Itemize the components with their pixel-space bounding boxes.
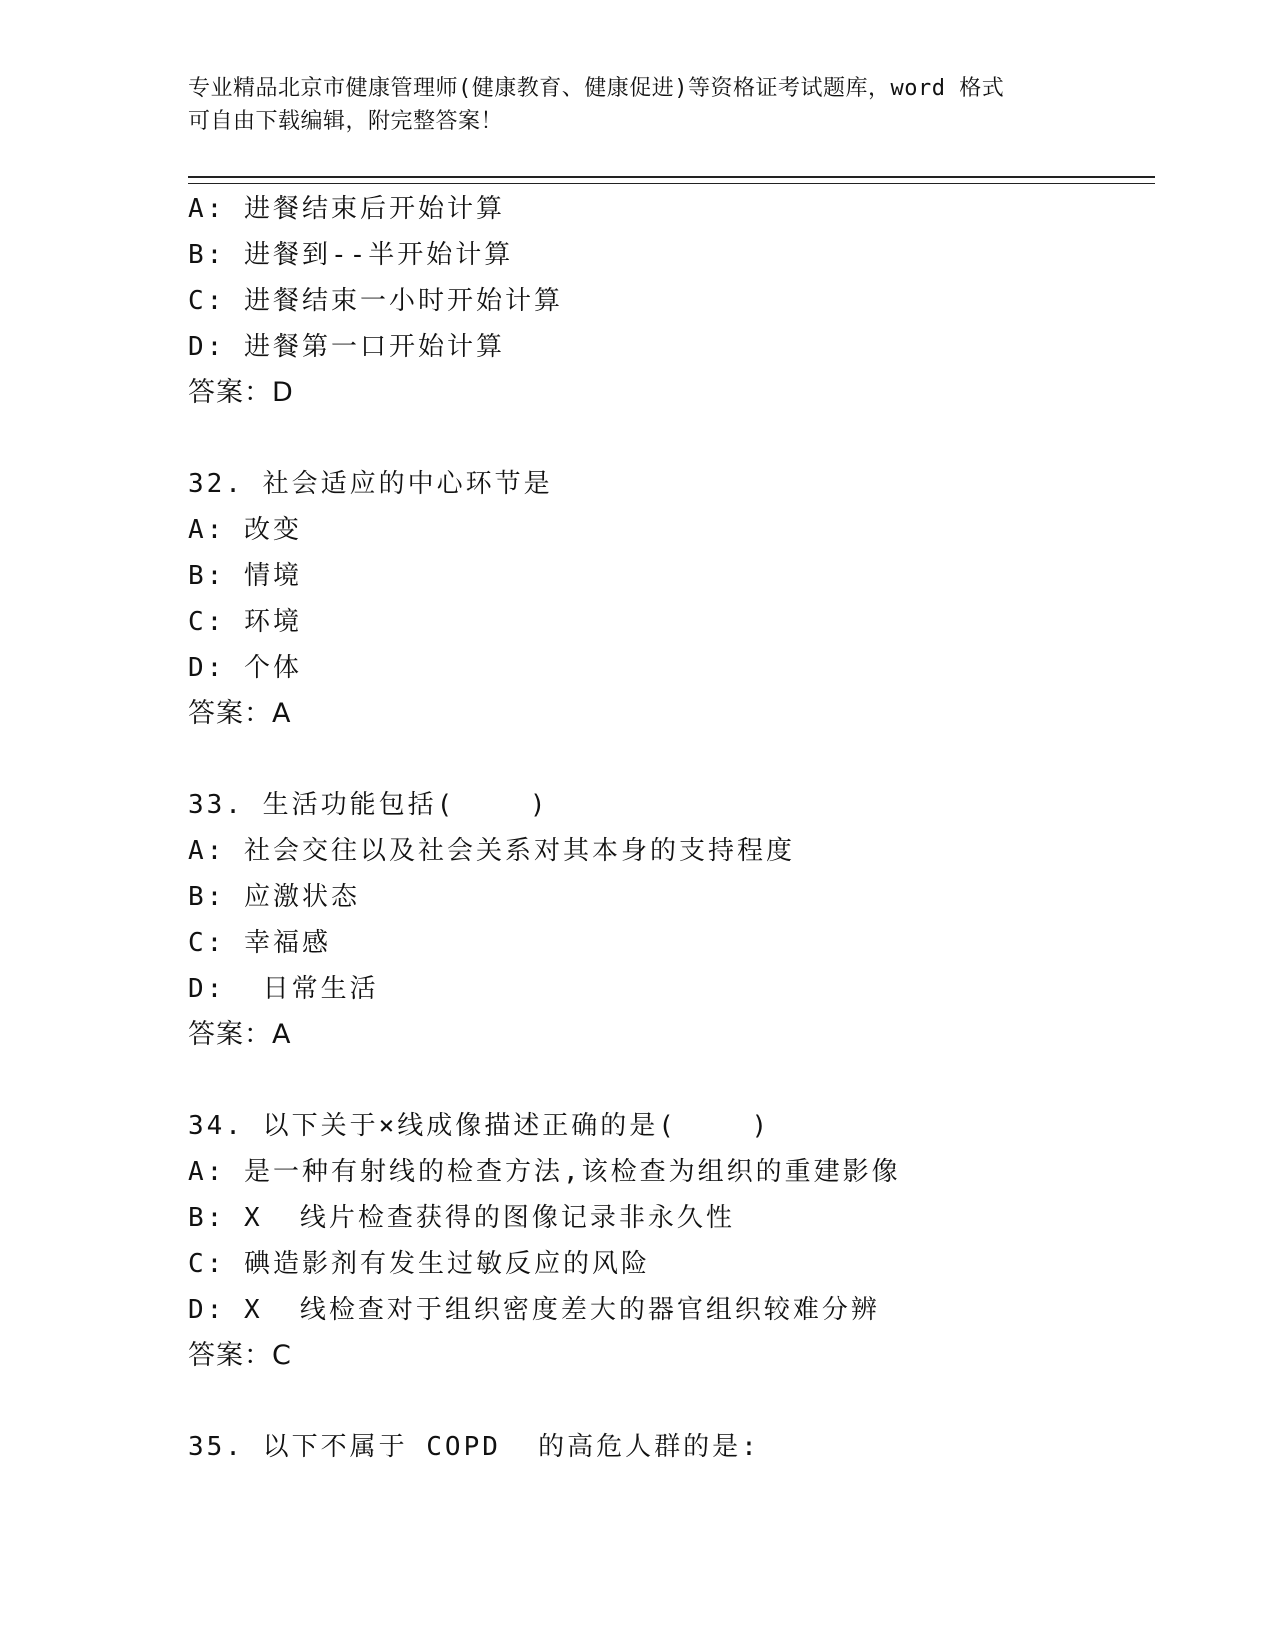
answer: 答案：C xyxy=(188,1340,292,1371)
option-b: B: 应激状态 xyxy=(188,882,360,912)
option-b: B: X 线片检查获得的图像记录非永久性 xyxy=(188,1203,735,1233)
question-text: 35. 以下不属于 COPD 的高危人群的是: xyxy=(188,1432,760,1462)
question-34 xyxy=(188,1103,1168,1379)
question-31 xyxy=(188,186,1168,416)
header-line-1: 专业精品北京市健康管理师(健康教育、健康促进)等资格证考试题库，word 格式 xyxy=(188,76,1005,101)
question-33 xyxy=(188,782,1168,1058)
option-a: A: 进餐结束后开始计算 xyxy=(188,194,505,224)
option-d: D: 进餐第一口开始计算 xyxy=(188,332,505,362)
question-32 xyxy=(188,461,1168,737)
option-a: A: 改变 xyxy=(188,515,302,545)
answer: 答案：A xyxy=(188,698,292,729)
header-divider xyxy=(188,176,1155,184)
option-a: A: 是一种有射线的检查方法,该检查为组织的重建影像 xyxy=(188,1157,901,1187)
question-text: 34. 以下关于×线成像描述正确的是( ) xyxy=(188,1111,771,1141)
header-line-2: 可自由下载编辑，附完整答案！ xyxy=(188,109,504,134)
option-c: C: 环境 xyxy=(188,607,302,637)
option-b: B: 情境 xyxy=(188,561,302,591)
answer: 答案：A xyxy=(188,1019,292,1050)
question-35 xyxy=(188,1424,1168,1470)
question-text: 32. 社会适应的中心环节是 xyxy=(188,469,553,499)
question-text: 33. 生活功能包括( ) xyxy=(188,790,549,820)
option-b: B: 进餐到--半开始计算 xyxy=(188,240,514,270)
option-d: D: 个体 xyxy=(188,653,302,683)
document-header xyxy=(188,72,1088,138)
option-d: D: X 线检查对于组织密度差大的器官组织较难分辨 xyxy=(188,1295,880,1325)
answer: 答案：D xyxy=(188,377,294,408)
option-c: C: 碘造影剂有发生过敏反应的风险 xyxy=(188,1249,650,1279)
option-d: D: 日常生活 xyxy=(188,974,379,1004)
option-c: C: 进餐结束一小时开始计算 xyxy=(188,286,563,316)
question-list xyxy=(188,186,1168,1470)
option-a: A: 社会交往以及社会关系对其本身的支持程度 xyxy=(188,836,795,866)
option-c: C: 幸福感 xyxy=(188,928,331,958)
